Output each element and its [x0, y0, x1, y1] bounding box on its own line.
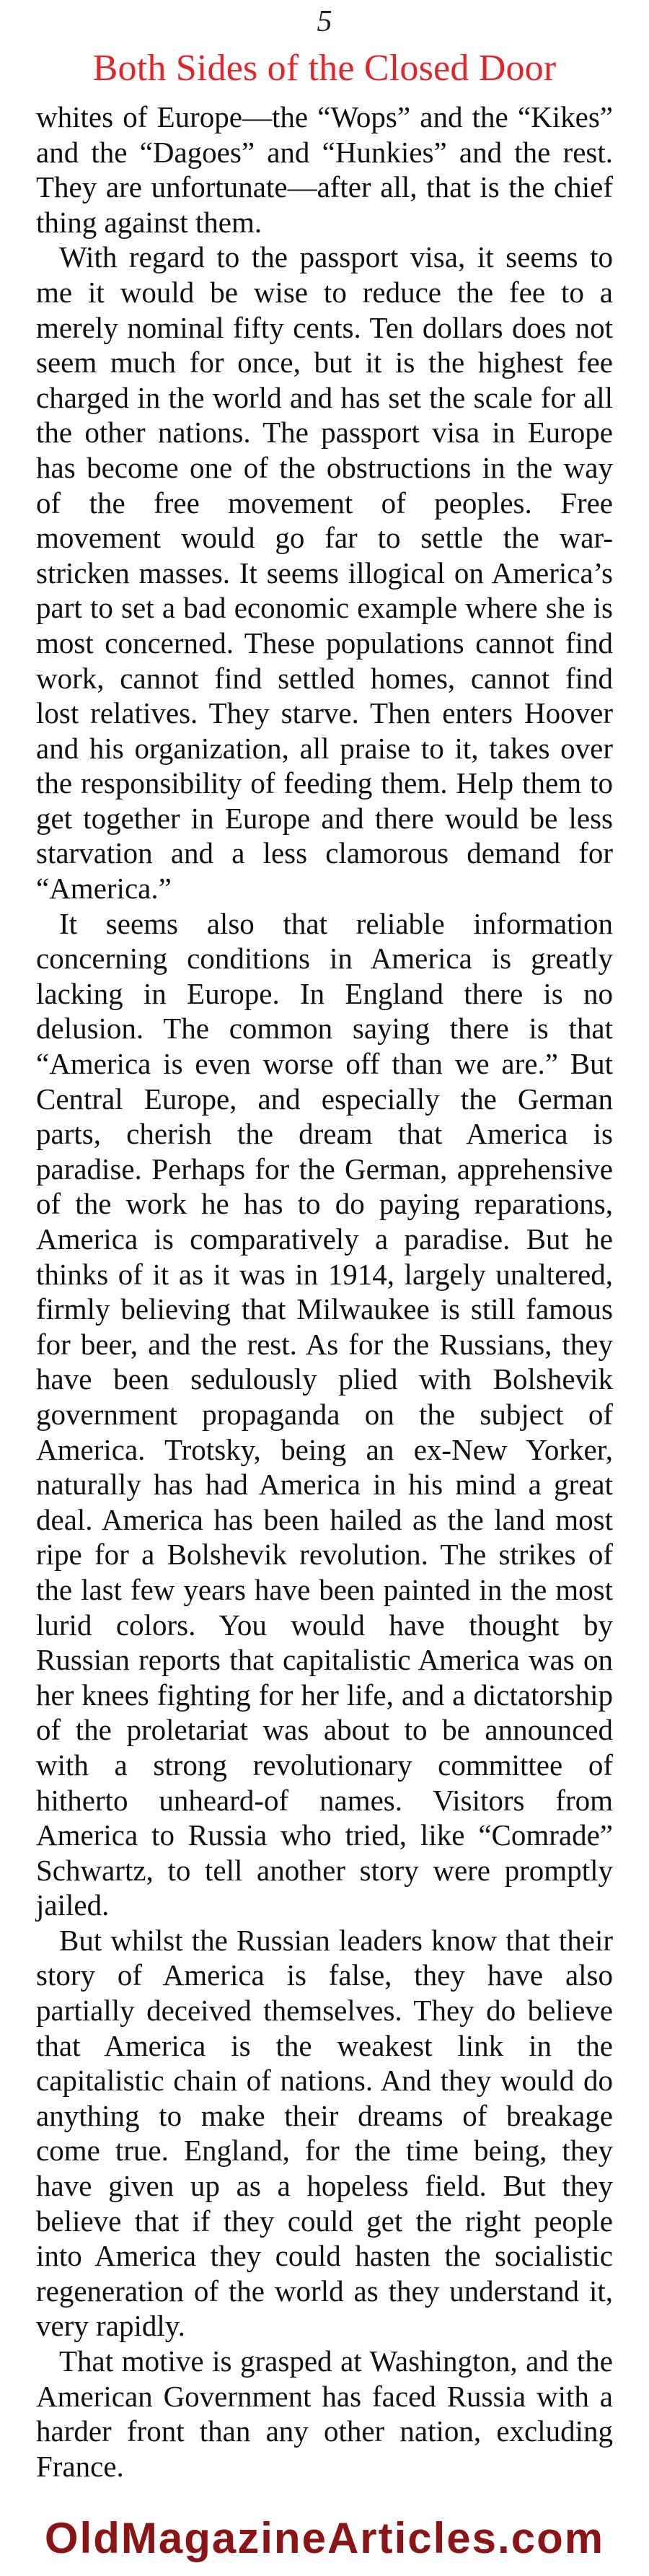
paragraph-information: It seems also that reliable information concerning conditions in America is greatly lacking in Europe. In England there is no delusion. The common saying there is that “America is even worse off than we are.” But Central Europe, and especially the German parts, cherish the dream that America is paradise. Perhaps for the German, apprehensive of the work he has to do paying reparations, America is comparatively a paradise. But he thinks of it as it was in 1914, largely unaltered, firmly believing that Milwaukee is still famous for beer, and the rest. As for the Russians, they have been sedulously plied with Bolshevik government propaganda on the subject of America. Trotsky, being an ex-New Yorker, naturally has had America in his mind a great deal. America has been hailed as the land most ripe for a Bolshevik revolution. The strikes of the last few years have been painted in the most lurid colors. You would have thought by Russian reports that capitalistic America was on her knees fighting for her life, and a dictatorship of the proletariat was about to be announced with a strong revolutionary committee of hitherto unheard-of names. Visitors from America to Russia who tried, like “Comrade” Schwartz, to tell another story were promptly jailed.: [36, 906, 613, 1922]
paragraph-washington: That motive is grasped at Washington, and the American Government has faced Russia with a harder front than any other nation, excluding France.: [36, 2344, 613, 2483]
paragraph-passport-visa: With regard to the passport visa, it seems to me it would be wise to reduce the fee to a merely nominal fifty cents. Ten dollars does not seem much for once, but it is the highest fee charged in the world and has set the scale for all the other nations. The passport visa in Europe has become one of the obstructions in the way of the free movement of peoples. Free movement would go far to settle the war-stricken masses. It seems illogical on America’s part to set a bad economic example where she is most concerned. These populations cannot find work, cannot find settled homes, cannot find lost relatives. They starve. Then enters Hoover and his organization, all praise to it, takes over the responsibility of feeding them. Help them to get together in Europe and there would be less starvation and a less clamorous demand for “America.”: [36, 240, 613, 906]
article-headline: Both Sides of the Closed Door: [92, 48, 557, 89]
article-body: [36, 100, 613, 2484]
page-number: 5: [317, 5, 332, 38]
paragraph-russian-leaders: But whilst the Russian leaders know that their story of America is false, they have also partially deceived themselves. They do believe that America is the weakest link in the capitalistic chain of nations. And they would do anything to make their dreams of breakage come true. England, for the time being, they have given up as a hopeless field. But they believe that if they could get the right people into America they could hasten the socialistic regeneration of the world as they understand it, very rapidly.: [36, 1923, 613, 2343]
paragraph-continued: whites of Europe—the “Wops” and the “Kikes” and the “Dagoes” and “Hunkies” and the rest. They are unfortunate—after all, that is the chief thing against them.: [36, 100, 613, 239]
site-logo: OldMagazineArticles.com: [44, 2514, 605, 2562]
